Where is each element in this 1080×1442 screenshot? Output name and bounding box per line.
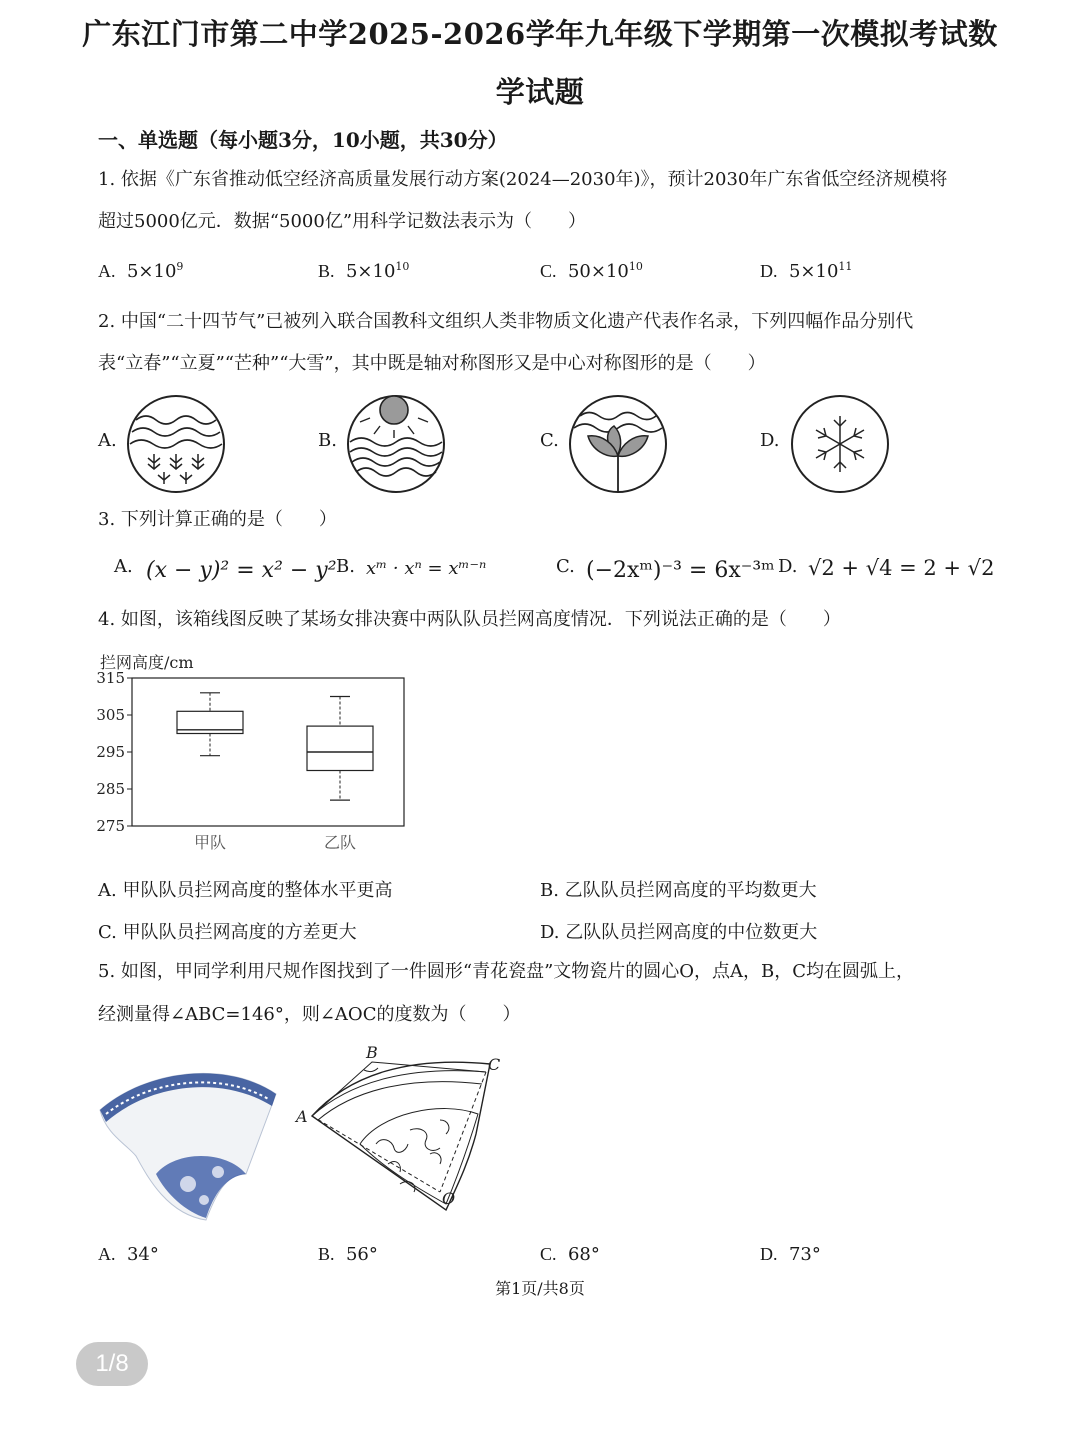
q5-option-b: B. 56°	[318, 1244, 378, 1265]
q1-option-c: C. $50\times 10^{10}$	[540, 260, 643, 282]
q4-option-d: D. 乙队队员拦网高度的中位数更大	[540, 922, 818, 943]
y-axis-label: 拦网高度/cm	[100, 653, 194, 672]
exam-title-line2: 学试题	[495, 75, 585, 109]
q2-label-d: D.	[760, 430, 780, 451]
iqr-box	[307, 726, 373, 770]
q2-line1: 2. 中国“二十四节气”已被列入联合国教科文组织人类非物质文化遗产代表作名录，下列四幅作品分别代	[98, 311, 914, 332]
q3-option-d-label: D.	[778, 556, 798, 577]
q2-label-a: A.	[98, 430, 117, 451]
solar-term-lixia-figure	[344, 392, 448, 496]
box-team-jia	[177, 693, 243, 756]
q3-option-c-label: C.	[556, 556, 575, 577]
q4-option-b: B. 乙队队员拦网高度的平均数更大	[540, 880, 817, 901]
page-indicator[interactable]: 1/8	[76, 1342, 148, 1386]
q5-line2: 经测量得∠ABC=146°，则∠AOC的度数为（ ）	[98, 1004, 521, 1025]
point-a-label: A	[296, 1107, 308, 1126]
q4-option-a: A. 甲队队员拦网高度的整体水平更高	[98, 880, 393, 901]
solar-term-mangzhong-figure	[566, 392, 670, 496]
q4-option-c: C. 甲队队员拦网高度的方差更大	[98, 922, 357, 943]
q1-option-a: A. $5\times 10^9$	[98, 260, 184, 282]
q4-stem: 4. 如图，该箱线图反映了某场女排决赛中两队队员拦网高度情况．下列说法正确的是（ ）	[98, 609, 841, 630]
q5-option-a: A. 34°	[98, 1244, 159, 1265]
q3-stem: 3. 下列计算正确的是（ ）	[98, 509, 337, 530]
porcelain-shard-photo	[96, 1064, 286, 1224]
boxplot-chart	[94, 648, 414, 858]
point-b-label: B	[366, 1044, 378, 1062]
q3-option-d-expr: √2 + √4 = 2 + √2	[808, 556, 995, 580]
point-o-label: O	[442, 1189, 456, 1208]
exam-title-line1: 广东江门市第二中学2025-2026学年九年级下学期第一次模拟考试数	[82, 17, 998, 51]
y-tick-label: 275	[96, 817, 125, 835]
q3-option-a-expr: (x − y)² = x² − y²	[146, 558, 337, 583]
q2-label-b: B.	[318, 430, 337, 451]
point-c-label: C	[488, 1055, 501, 1074]
solar-term-daxue-figure	[788, 392, 892, 496]
y-tick-label: 305	[96, 706, 125, 724]
q1-option-b: B. $5\times 10^{10}$	[318, 260, 410, 282]
y-tick-label: 285	[96, 780, 125, 798]
q3-option-b-expr: xᵐ · xⁿ = xᵐ⁻ⁿ	[366, 558, 487, 579]
q5-option-d: D. 73°	[760, 1244, 821, 1265]
category-label: 甲队	[193, 833, 227, 852]
q1-line2: 超过5000亿元．数据“5000亿”用科学记数法表示为（ ）	[98, 211, 587, 232]
q2-line2: 表“立春”“立夏”“芒种”“大雪”，其中既是轴对称图形又是中心对称图形的是（ ）	[98, 353, 766, 374]
q3-option-b-label: B.	[336, 556, 355, 577]
category-label: 乙队	[323, 833, 357, 852]
q5-option-c: C. 68°	[540, 1244, 600, 1265]
solar-term-lichun-figure	[124, 392, 228, 496]
y-tick-label: 315	[96, 669, 125, 687]
section-heading: 一、单选题（每小题3分，10小题，共30分）	[98, 128, 508, 152]
page-footer: 第1页/共8页	[495, 1279, 585, 1298]
box-team-yi	[307, 697, 373, 801]
shard-geometry-diagram	[290, 1044, 510, 1214]
q3-option-c-expr: (−2xᵐ)⁻³ = 6x⁻³ᵐ	[586, 558, 775, 583]
q1-option-d: D. $5\times 10^{11}$	[760, 260, 853, 282]
q2-label-c: C.	[540, 430, 559, 451]
y-tick-label: 295	[96, 743, 125, 761]
q1-line1: 1. 依据《广东省推动低空经济高质量发展行动方案(2024—2030年)》，预计2030年广东省低空经济规模将	[98, 169, 948, 190]
q3-option-a-label: A.	[114, 556, 133, 577]
q5-line1: 5. 如图，甲同学利用尺规作图找到了一件圆形“青花瓷盘”文物瓷片的圆心O，点A，B，C均在圆弧上，	[98, 961, 915, 982]
